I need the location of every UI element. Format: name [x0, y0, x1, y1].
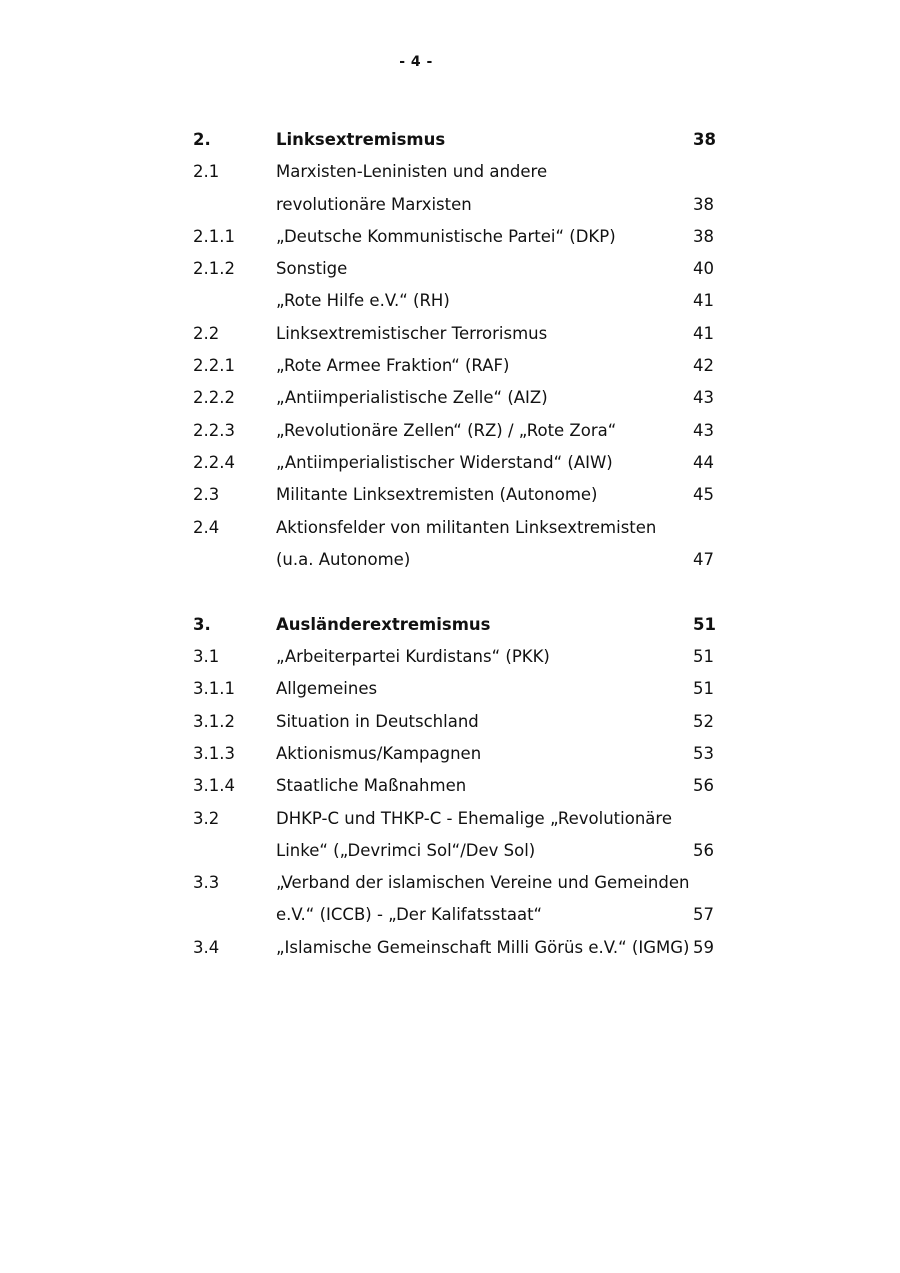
toc-entry-number: 2. — [193, 130, 211, 149]
toc-entry-page: 57 — [693, 905, 714, 925]
toc-entry-number: 2.2.1 — [193, 356, 235, 376]
toc-entry-title: revolutionäre Marxisten — [276, 194, 472, 214]
toc-entry-number: 2.2.4 — [193, 452, 235, 472]
toc-entry — [193, 867, 723, 899]
toc-entry — [193, 447, 723, 479]
toc-entry — [193, 415, 723, 447]
toc-entry — [193, 318, 723, 350]
toc-entry-number: 3.3 — [193, 873, 220, 893]
toc-entry-page: 52 — [693, 711, 714, 731]
toc-entry-page: 59 — [693, 937, 714, 957]
toc-entry-title: „Antiimperialistische Zelle“ (AIZ) — [276, 388, 548, 408]
toc-entry — [193, 932, 723, 964]
toc-chapter-heading — [193, 124, 723, 156]
toc-entry-page: 53 — [693, 743, 714, 763]
toc-entry-title: Linke“ („Devrimci Sol“/Dev Sol) — [276, 840, 536, 860]
toc-entry-page: 51 — [693, 614, 716, 634]
toc-entry-title: Sonstige — [276, 259, 348, 279]
toc-entry-page: 38 — [693, 194, 714, 214]
toc-entry-title: Aktionsfelder von militanten Linksextremisten — [276, 517, 657, 537]
toc-entry — [193, 221, 723, 253]
toc-entry — [193, 544, 723, 576]
toc-entry-title: Situation in Deutschland — [276, 711, 479, 731]
toc-entry-number: 2.2 — [193, 323, 220, 343]
toc-entry-page: 56 — [693, 776, 714, 796]
toc-entry — [193, 673, 723, 705]
toc-entry-title: Staatliche Maßnahmen — [276, 776, 467, 796]
toc-entry — [193, 770, 723, 802]
toc-entry — [193, 189, 723, 221]
toc-entry — [193, 641, 723, 673]
toc-entry-title: „Islamische Gemeinschaft Milli Görüs e.V.“ (IGMG) — [276, 937, 690, 957]
toc-entry-title: Linksextremistischer Terrorismus — [276, 323, 548, 343]
toc-entry-page: 41 — [693, 323, 714, 343]
toc-entry — [193, 479, 723, 511]
toc-entry-page: 56 — [693, 840, 714, 860]
table-of-contents — [193, 124, 723, 964]
toc-entry-title: Linksextremismus — [276, 130, 446, 149]
toc-entry-title: „Antiimperialistischer Widerstand“ (AIW) — [276, 452, 613, 472]
toc-entry-number: 2.2.3 — [193, 420, 235, 440]
toc-entry-number: 2.3 — [193, 485, 220, 505]
toc-entry — [193, 512, 723, 544]
toc-entry-number: 3.4 — [193, 937, 220, 957]
toc-entry-page: 38 — [693, 130, 716, 149]
toc-entry-number: 2.1 — [193, 162, 220, 182]
toc-entry-title: DHKP-C und THKP-C - Ehemalige „Revolutionäre — [276, 808, 672, 828]
toc-entry-number: 3.1.1 — [193, 679, 235, 699]
toc-entry-page: 51 — [693, 679, 714, 699]
toc-entry — [193, 803, 723, 835]
toc-entry-number: 2.4 — [193, 517, 220, 537]
toc-entry — [193, 382, 723, 414]
toc-entry-page: 38 — [693, 226, 714, 246]
toc-entry-page: 51 — [693, 647, 714, 667]
toc-entry-title: „Deutsche Kommunistische Partei“ (DKP) — [276, 226, 616, 246]
toc-entry — [193, 156, 723, 188]
toc-entry-number: 3.1.3 — [193, 743, 235, 763]
toc-entry-title: Ausländerextremismus — [276, 614, 491, 634]
toc-entry-number: 3.1.4 — [193, 776, 235, 796]
toc-entry-title: e.V.“ (ICCB) - „Der Kalifatsstaat“ — [276, 905, 543, 925]
toc-entry-page: 41 — [693, 291, 714, 311]
toc-entry-title: „Verband der islamischen Vereine und Gemeinden — [276, 873, 690, 893]
page-number: - 4 - — [399, 54, 433, 70]
toc-entry-number: 3.1.2 — [193, 711, 235, 731]
toc-entry — [193, 899, 723, 931]
toc-entry-number: 2.1.2 — [193, 259, 235, 279]
toc-entry — [193, 253, 723, 285]
toc-entry-number: 3.2 — [193, 808, 220, 828]
toc-entry-number: 3.1 — [193, 647, 220, 667]
toc-entry-title: „Revolutionäre Zellen“ (RZ) / „Rote Zora“ — [276, 420, 617, 440]
toc-entry — [193, 350, 723, 382]
toc-entry — [193, 285, 723, 317]
toc-entry-title: Marxisten-Leninisten und andere — [276, 162, 548, 182]
toc-entry-title: „Rote Hilfe e.V.“ (RH) — [276, 291, 450, 311]
toc-entry-title: „Rote Armee Fraktion“ (RAF) — [276, 356, 510, 376]
toc-entry-page: 45 — [693, 485, 714, 505]
section-spacer — [193, 576, 723, 609]
toc-entry-number: 2.2.2 — [193, 388, 235, 408]
toc-entry-title: „Arbeiterpartei Kurdistans“ (PKK) — [276, 647, 550, 667]
toc-entry-page: 47 — [693, 549, 714, 569]
toc-entry-title: (u.a. Autonome) — [276, 549, 411, 569]
toc-entry — [193, 835, 723, 867]
toc-entry — [193, 738, 723, 770]
toc-chapter-heading — [193, 609, 723, 641]
toc-entry-page: 43 — [693, 420, 714, 440]
toc-entry-title: Aktionismus/Kampagnen — [276, 743, 482, 763]
toc-entry-title: Allgemeines — [276, 679, 378, 699]
toc-entry-number: 2.1.1 — [193, 226, 235, 246]
toc-entry — [193, 706, 723, 738]
toc-entry-page: 40 — [693, 259, 714, 279]
toc-entry-title: Militante Linksextremisten (Autonome) — [276, 485, 598, 505]
toc-entry-number: 3. — [193, 614, 211, 634]
toc-entry-page: 43 — [693, 388, 714, 408]
toc-entry-page: 42 — [693, 356, 714, 376]
toc-entry-page: 44 — [693, 452, 714, 472]
